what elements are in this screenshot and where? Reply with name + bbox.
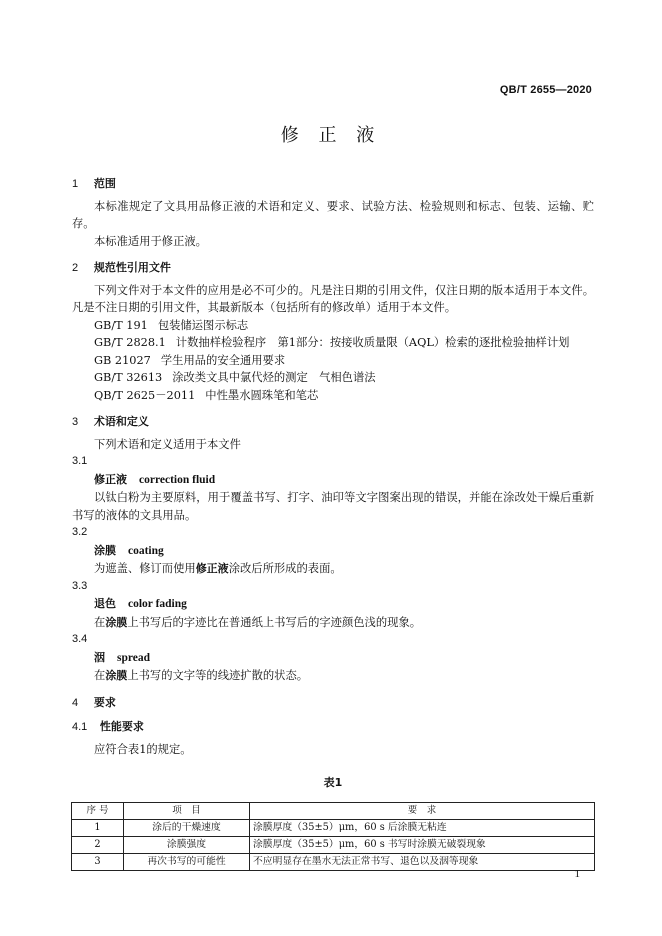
section-heading-requirements — [72, 694, 594, 713]
term-title — [72, 649, 594, 668]
table-cell: 2 — [72, 836, 124, 853]
table-row — [72, 819, 595, 836]
reference-name: 中性墨水圆珠笔和笔芯 — [205, 388, 319, 402]
column-header: 序 号 — [72, 802, 124, 819]
reference-code: GB/T 191 — [94, 318, 148, 332]
term-english: coating — [128, 544, 164, 557]
table-cell: 1 — [72, 819, 124, 836]
requirements-table — [71, 802, 595, 871]
table-cell: 不应明显存在墨水无法正常书写、退色以及洇等现象 — [250, 853, 595, 870]
term-definition — [72, 614, 594, 632]
reference-item — [72, 387, 594, 405]
term-reference: 涂膜 — [105, 615, 128, 629]
term-number: 3.4 — [72, 633, 88, 645]
table-cell: 涂膜厚度（35±5）μm，60 s 后涂膜无粘连 — [250, 819, 595, 836]
paragraph: 本标准规定了文具用品修正液的术语和定义、要求、试验方法、检验规则和标志、包装、运输、贮存。 — [72, 199, 594, 230]
section-number: 3 — [72, 416, 79, 428]
table-row — [72, 836, 595, 853]
column-header: 项 目 — [124, 802, 250, 819]
table-cell: 涂后的干燥速度 — [124, 819, 250, 836]
definition-text: 上书写的文字等的线迹扩散的状态。 — [127, 669, 309, 682]
term-english: spread — [117, 651, 151, 664]
reference-item — [72, 352, 594, 370]
term-number: 3.2 — [72, 526, 88, 538]
section-number: 1 — [72, 178, 79, 190]
table-cell: 涂膜强度 — [124, 836, 250, 853]
reference-code: GB/T 32613 — [94, 371, 163, 384]
term-english: correction fluid — [139, 473, 216, 486]
paragraph: 下列术语和定义适用于本文件 — [94, 437, 241, 451]
section-heading-normative-refs — [72, 259, 594, 278]
page-number: 1 — [574, 868, 580, 880]
term-definition — [72, 560, 594, 578]
reference-name: 涂改类文具中氯代烃的测定 气相色谱法 — [172, 371, 376, 384]
reference-code: QB/T 2625－2011 — [94, 388, 196, 402]
term-number: 3.3 — [72, 579, 88, 592]
reference-item — [72, 334, 594, 352]
table-header-row — [72, 802, 595, 819]
reference-name: 学生用品的安全通用要求 — [160, 353, 286, 367]
table-row — [72, 853, 595, 870]
table-cell: 再次书写的可能性 — [124, 853, 250, 870]
term-title — [72, 471, 594, 490]
reference-name: 包装储运图示标志 — [157, 318, 249, 332]
term-chinese: 洇 — [94, 650, 105, 664]
term-title — [72, 595, 594, 614]
reference-item — [72, 369, 594, 387]
reference-item — [72, 317, 594, 335]
term-reference: 修正液 — [195, 562, 229, 575]
reference-name: 计数抽样检验程序 第1部分：按接收质量限（AQL）检索的逐批检验抽样计划 — [175, 336, 570, 349]
table-cell: 涂膜厚度（35±5）μm，60 s 书写时涂膜无破裂现象 — [250, 836, 595, 853]
term-definition — [72, 667, 594, 685]
subsection-heading — [72, 718, 594, 737]
definition-text: 在 — [94, 669, 106, 682]
section-heading-terms — [72, 413, 594, 432]
column-header: 要 求 — [250, 802, 595, 819]
paragraph: 下列文件对于本文件的应用是必不可少的。凡是注日期的引用文件，仅注日期的版本适用于本文件。凡是不注日期的引用文件，其最新版本（包括所有的修改单）适用于本文件。 — [72, 283, 594, 314]
definition-text: 上书写后的字迹比在普通纸上书写后的字迹颜色浅的现象。 — [127, 615, 422, 629]
table-cell: 3 — [72, 853, 124, 870]
section-heading-scope — [72, 175, 594, 194]
reference-code: GB 21027 — [94, 353, 151, 367]
section-title: 要求 — [93, 695, 116, 709]
paragraph: 应符合表1的规定。 — [94, 742, 192, 756]
paragraph: 本标准适用于修正液。 — [94, 234, 207, 248]
reference-code: GB/T 2828.1 — [94, 336, 166, 349]
term-definition: 以钛白粉为主要原料，用于覆盖书写、打字、油印等文字图案出现的错误，并能在涂改处干燥后重新书写的液体的文具用品。 — [72, 491, 594, 522]
definition-text: 为遮盖、修订而使用 — [94, 562, 196, 575]
term-chinese: 修正液 — [94, 472, 127, 486]
term-chinese: 涂膜 — [94, 543, 116, 557]
term-number: 3.1 — [72, 455, 88, 467]
term-reference: 涂膜 — [105, 669, 128, 682]
subsection-title: 性能要求 — [99, 720, 144, 733]
section-number: 2 — [72, 262, 79, 274]
section-number: 4 — [72, 696, 79, 709]
definition-text: 在 — [94, 615, 106, 629]
document-body — [72, 166, 594, 871]
section-title: 范围 — [93, 177, 116, 190]
table-caption: 表1 — [323, 776, 343, 789]
term-title — [72, 542, 594, 561]
term-english: color fading — [128, 598, 187, 610]
subsection-number: 4.1 — [72, 721, 88, 733]
section-title: 规范性引用文件 — [93, 261, 171, 274]
definition-text: 涂改后所形成的表面。 — [228, 562, 342, 575]
term-chinese: 退色 — [94, 597, 116, 610]
page-title: 修 正 液 — [280, 125, 382, 146]
standard-number: QB/T 2655—2020 — [499, 84, 592, 96]
section-title: 术语和定义 — [93, 415, 149, 428]
